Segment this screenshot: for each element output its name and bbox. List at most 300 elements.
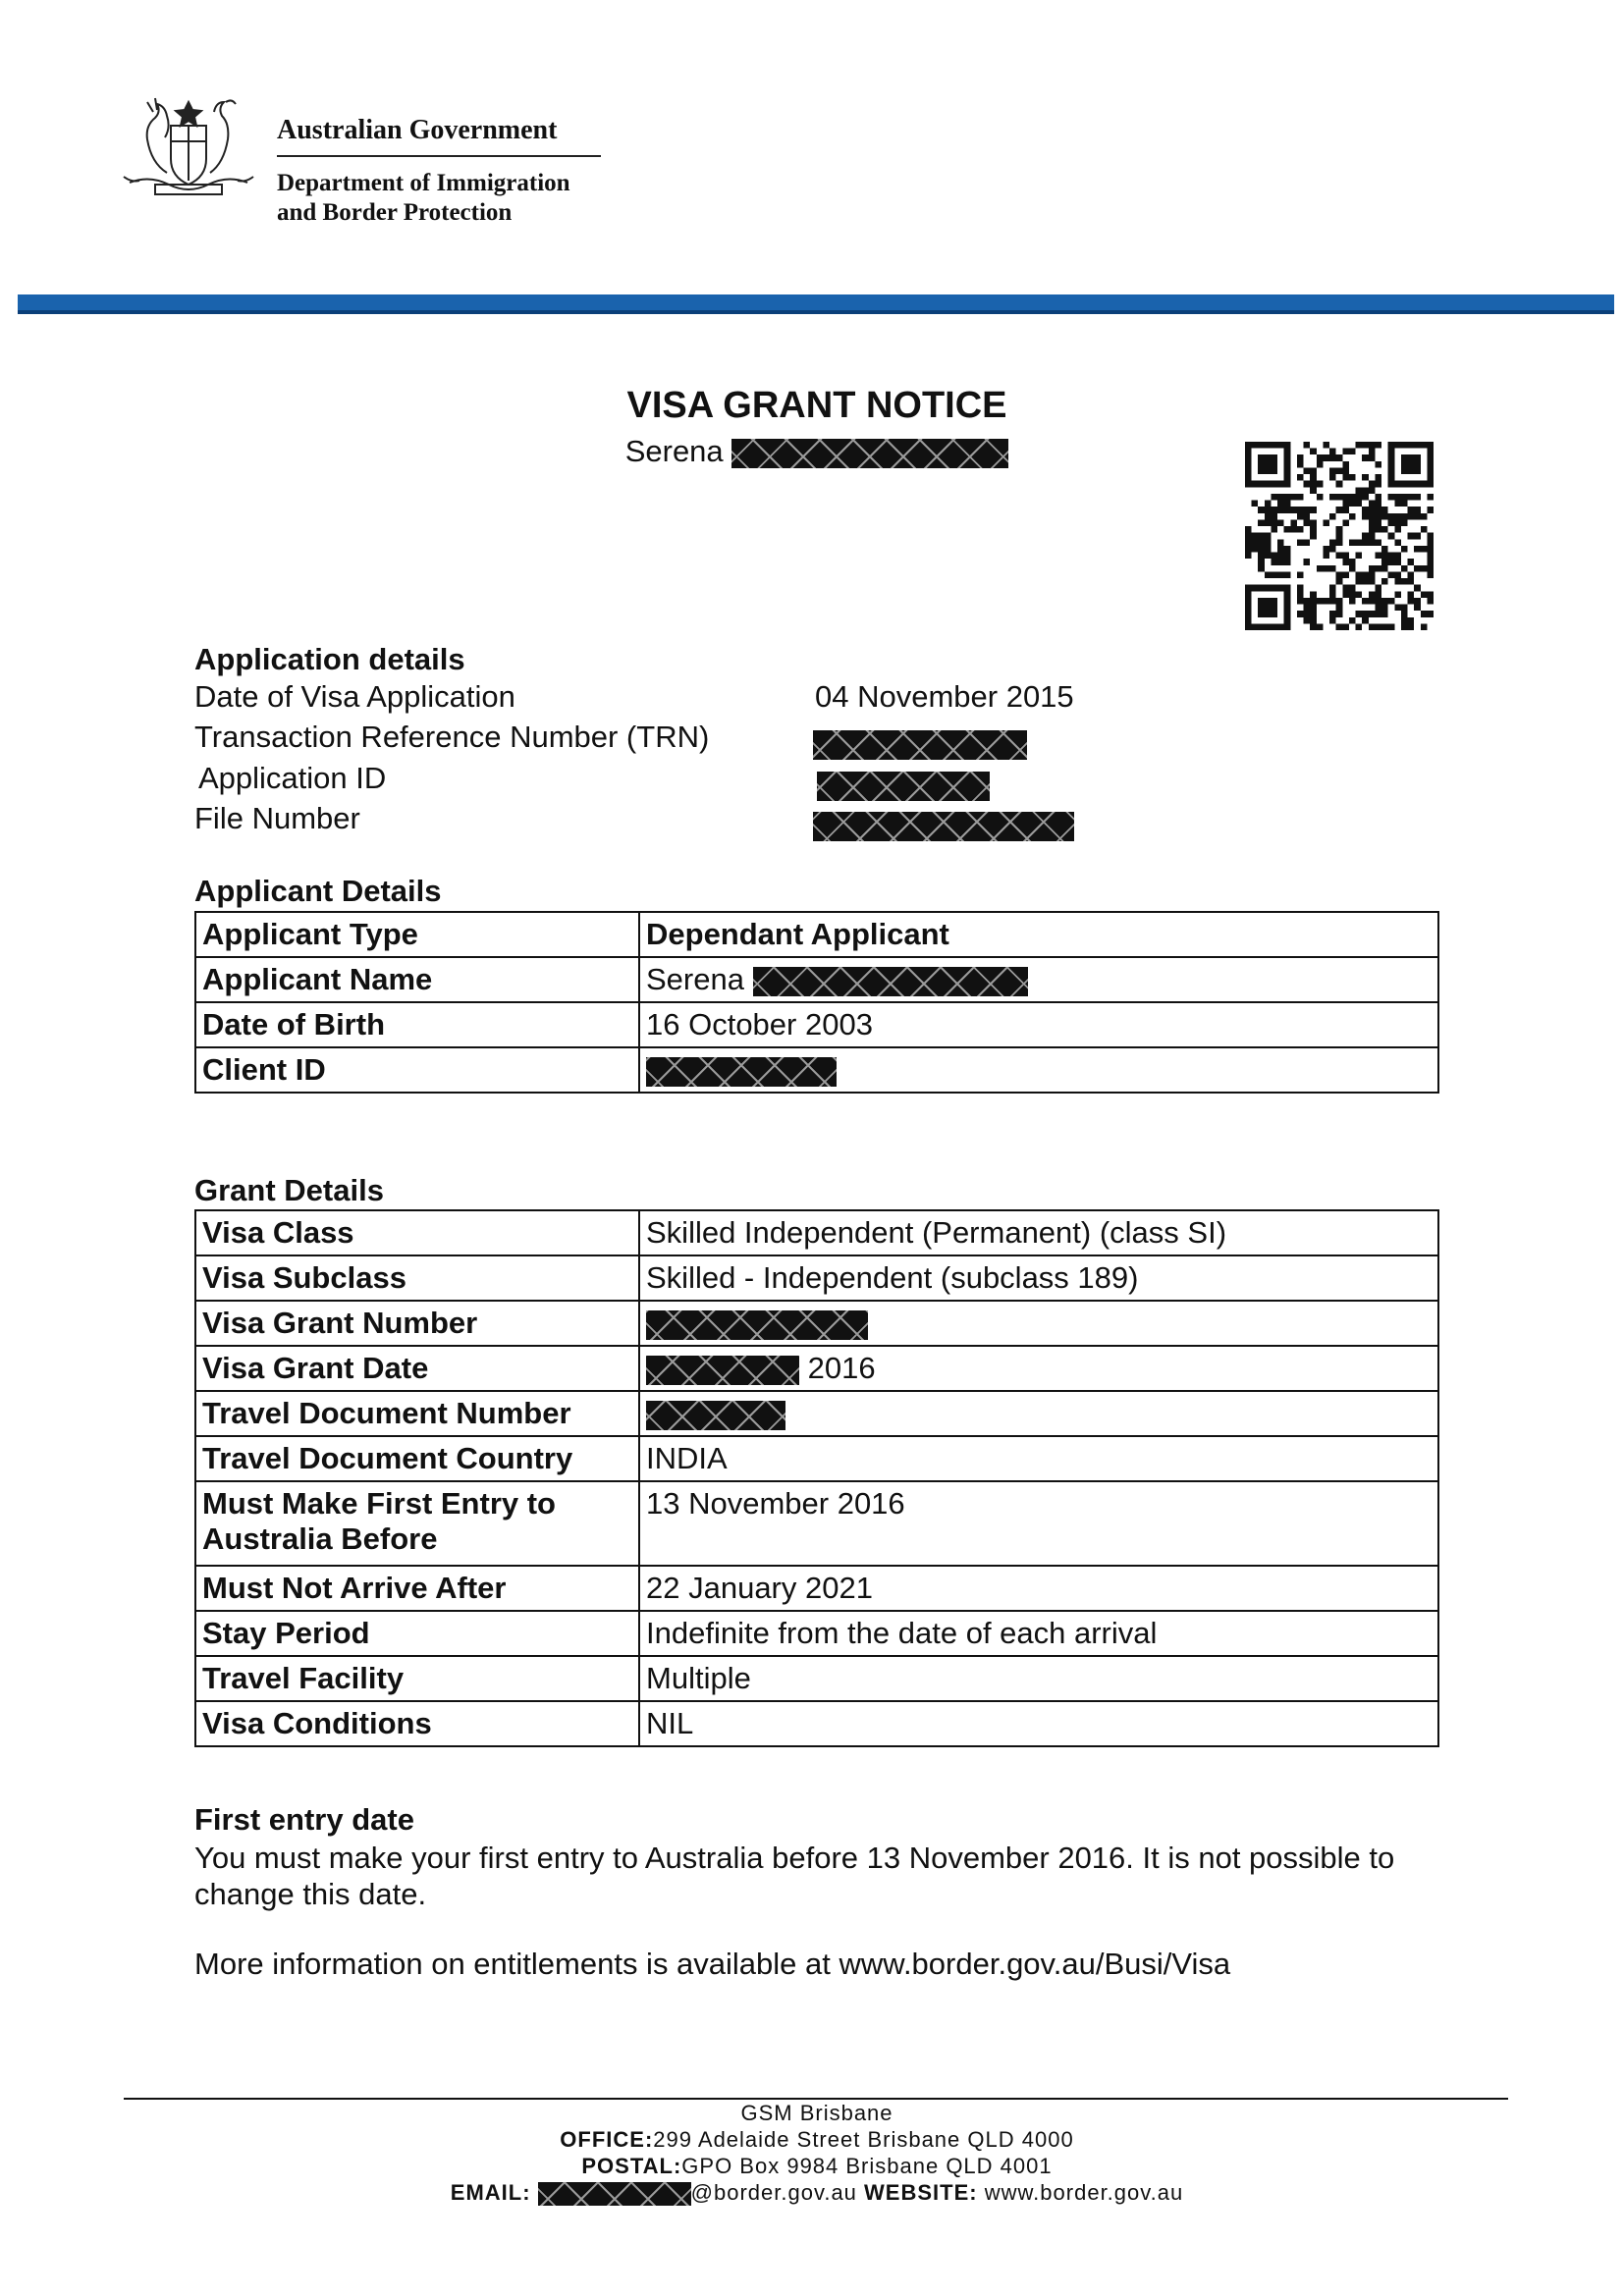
redacted-client-id — [646, 1057, 837, 1087]
application-details-heading: Application details — [194, 642, 465, 676]
qr-module — [1258, 553, 1265, 560]
qr-module — [1252, 585, 1259, 592]
qr-module — [1349, 539, 1356, 546]
footer-office-line — [0, 2126, 1624, 2153]
qr-module — [1245, 598, 1252, 605]
application-row-file — [194, 801, 1471, 840]
qr-module — [1245, 481, 1252, 488]
table-row — [195, 1481, 1438, 1566]
qr-module — [1336, 454, 1343, 461]
qr-module — [1297, 474, 1304, 481]
qr-module — [1310, 507, 1317, 513]
qr-module — [1375, 481, 1381, 488]
table-row — [195, 912, 1438, 957]
qr-module — [1414, 585, 1421, 592]
qr-module — [1414, 533, 1421, 540]
qr-module — [1310, 591, 1317, 598]
qr-module — [1421, 611, 1428, 617]
qr-module — [1401, 611, 1408, 617]
qr-module — [1362, 617, 1369, 624]
qr-module — [1265, 598, 1272, 605]
qr-module — [1421, 526, 1428, 533]
qr-module — [1271, 559, 1277, 565]
travel-document-country-label: Travel Document Country — [195, 1436, 639, 1481]
government-branding — [277, 114, 601, 228]
qr-module — [1369, 513, 1376, 520]
qr-module — [1284, 501, 1291, 507]
qr-module — [1369, 481, 1376, 488]
visa-class-label: Visa Class — [195, 1210, 639, 1255]
redacted-surname — [753, 967, 1028, 996]
qr-module — [1427, 507, 1434, 513]
applicant-name-value: Serena — [646, 962, 744, 996]
qr-module — [1369, 507, 1376, 513]
qr-module — [1362, 539, 1369, 546]
qr-module — [1265, 442, 1272, 449]
qr-module — [1362, 571, 1369, 578]
qr-module — [1271, 611, 1277, 617]
qr-module — [1394, 513, 1401, 520]
qr-module — [1349, 449, 1356, 455]
qr-module — [1408, 578, 1415, 585]
qr-module — [1427, 467, 1434, 474]
qr-module — [1258, 605, 1265, 612]
qr-module — [1356, 539, 1363, 546]
qr-module — [1284, 507, 1291, 513]
qr-module — [1408, 461, 1415, 468]
qr-module — [1356, 611, 1363, 617]
qr-module — [1290, 519, 1297, 526]
qr-module — [1342, 467, 1349, 474]
qr-module — [1329, 546, 1336, 553]
qr-module — [1401, 546, 1408, 553]
qr-module — [1394, 559, 1401, 565]
qr-module — [1304, 507, 1311, 513]
qr-module — [1408, 559, 1415, 565]
qr-module — [1336, 526, 1343, 533]
travel-document-country-value: INDIA — [639, 1436, 1438, 1481]
qr-module — [1258, 467, 1265, 474]
qr-module — [1284, 481, 1291, 488]
qr-module — [1394, 591, 1401, 598]
table-row — [195, 1346, 1438, 1391]
qr-module — [1408, 507, 1415, 513]
qr-module — [1388, 449, 1395, 455]
table-row — [195, 1391, 1438, 1436]
government-name: Australian Government — [277, 114, 601, 157]
qr-module — [1369, 565, 1376, 572]
qr-code-icon — [1245, 442, 1434, 630]
footer-postal-address: GPO Box 9984 Brisbane QLD 4001 — [681, 2154, 1053, 2178]
qr-module — [1336, 494, 1343, 501]
qr-module — [1369, 539, 1376, 546]
qr-module — [1414, 461, 1421, 468]
qr-module — [1381, 598, 1388, 605]
qr-module — [1277, 481, 1284, 488]
qr-module — [1258, 559, 1265, 565]
applicant-name-cell — [639, 957, 1438, 1002]
applicant-type-label: Applicant Type — [195, 912, 639, 957]
qr-module — [1310, 467, 1317, 474]
qr-module — [1284, 553, 1291, 560]
qr-module — [1258, 565, 1265, 572]
more-info-text: More information on entitlements is available at www.border.gov.au/Busi/Visa — [194, 1947, 1231, 1981]
qr-module — [1342, 507, 1349, 513]
qr-module — [1271, 598, 1277, 605]
qr-module — [1381, 605, 1388, 612]
qr-module — [1349, 598, 1356, 605]
table-row — [195, 1301, 1438, 1346]
qr-module — [1381, 507, 1388, 513]
qr-module — [1356, 494, 1363, 501]
qr-module — [1258, 546, 1265, 553]
qr-module — [1284, 623, 1291, 630]
qr-module — [1297, 571, 1304, 578]
qr-module — [1349, 565, 1356, 572]
qr-module — [1414, 494, 1421, 501]
qr-module — [1408, 617, 1415, 624]
qr-module — [1277, 571, 1284, 578]
qr-module — [1414, 546, 1421, 553]
qr-module — [1245, 454, 1252, 461]
qr-module — [1408, 533, 1415, 540]
qr-module — [1271, 553, 1277, 560]
qr-module — [1271, 461, 1277, 468]
stay-period-value: Indefinite from the date of each arrival — [639, 1611, 1438, 1656]
application-row-trn — [194, 720, 1471, 759]
qr-module — [1252, 533, 1259, 540]
qr-module — [1408, 598, 1415, 605]
qr-module — [1388, 571, 1395, 578]
qr-module — [1297, 513, 1304, 520]
qr-module — [1329, 598, 1336, 605]
footer-office-label: OFFICE: — [560, 2127, 654, 2152]
qr-module — [1342, 623, 1349, 630]
qr-module — [1388, 481, 1395, 488]
qr-module — [1349, 513, 1356, 520]
must-not-arrive-after-value: 22 January 2021 — [639, 1566, 1438, 1611]
qr-module — [1342, 553, 1349, 560]
client-id-cell — [639, 1047, 1438, 1093]
footer-office-address: 299 Adelaide Street Brisbane QLD 4000 — [653, 2127, 1074, 2152]
travel-facility-value: Multiple — [639, 1656, 1438, 1701]
qr-module — [1381, 611, 1388, 617]
qr-module — [1304, 598, 1311, 605]
qr-module — [1369, 611, 1376, 617]
qr-module — [1381, 513, 1388, 520]
qr-module — [1421, 546, 1428, 553]
qr-module — [1245, 605, 1252, 612]
qr-module — [1284, 474, 1291, 481]
qr-module — [1369, 578, 1376, 585]
qr-module — [1310, 623, 1317, 630]
qr-module — [1394, 501, 1401, 507]
qr-module — [1265, 623, 1272, 630]
qr-module — [1310, 481, 1317, 488]
qr-module — [1362, 474, 1369, 481]
qr-module — [1369, 591, 1376, 598]
qr-module — [1427, 539, 1434, 546]
visa-conditions-value: NIL — [639, 1701, 1438, 1746]
qr-module — [1375, 623, 1381, 630]
travel-facility-label: Travel Facility — [195, 1656, 639, 1701]
qr-module — [1388, 553, 1395, 560]
qr-module — [1375, 519, 1381, 526]
qr-module — [1265, 513, 1272, 520]
qr-module — [1271, 454, 1277, 461]
footer-website-link[interactable]: www.border.gov.au — [984, 2180, 1184, 2205]
qr-module — [1304, 617, 1311, 624]
qr-module — [1362, 578, 1369, 585]
qr-module — [1323, 565, 1329, 572]
qr-module — [1258, 623, 1265, 630]
application-row-date — [194, 679, 1471, 719]
qr-module — [1284, 571, 1291, 578]
qr-module — [1375, 474, 1381, 481]
qr-module — [1394, 481, 1401, 488]
qr-module — [1297, 611, 1304, 617]
qr-module — [1304, 513, 1311, 520]
qr-module — [1381, 553, 1388, 560]
qr-module — [1284, 442, 1291, 449]
qr-module — [1414, 507, 1421, 513]
qr-module — [1277, 507, 1284, 513]
qr-module — [1245, 539, 1252, 546]
qr-module — [1317, 623, 1324, 630]
redacted-application-id — [817, 772, 990, 801]
qr-module — [1284, 494, 1291, 501]
qr-module — [1388, 513, 1395, 520]
qr-module — [1284, 546, 1291, 553]
application-label: Application ID — [198, 761, 387, 795]
qr-module — [1265, 507, 1272, 513]
qr-module — [1394, 519, 1401, 526]
qr-module — [1375, 507, 1381, 513]
qr-module — [1427, 571, 1434, 578]
qr-module — [1245, 467, 1252, 474]
qr-module — [1265, 519, 1272, 526]
qr-module — [1310, 611, 1317, 617]
qr-module — [1252, 546, 1259, 553]
qr-module — [1401, 578, 1408, 585]
qr-module — [1394, 578, 1401, 585]
qr-module — [1375, 494, 1381, 501]
qr-module — [1310, 598, 1317, 605]
application-label: File Number — [194, 801, 360, 835]
table-row — [195, 1210, 1438, 1255]
qr-module — [1245, 623, 1252, 630]
qr-module — [1310, 474, 1317, 481]
grant-details-table — [194, 1209, 1439, 1747]
qr-module — [1258, 539, 1265, 546]
qr-module — [1284, 611, 1291, 617]
qr-module — [1394, 526, 1401, 533]
qr-module — [1427, 454, 1434, 461]
visa-grant-number-label: Visa Grant Number — [195, 1301, 639, 1346]
qr-module — [1329, 539, 1336, 546]
qr-module — [1349, 474, 1356, 481]
qr-module — [1401, 605, 1408, 612]
qr-module — [1375, 513, 1381, 520]
qr-module — [1329, 513, 1336, 520]
qr-module — [1401, 442, 1408, 449]
qr-module — [1304, 481, 1311, 488]
qr-module — [1394, 442, 1401, 449]
qr-module — [1284, 591, 1291, 598]
qr-module — [1394, 553, 1401, 560]
qr-module — [1362, 507, 1369, 513]
qr-module — [1349, 494, 1356, 501]
qr-module — [1427, 461, 1434, 468]
qr-module — [1304, 559, 1311, 565]
redacted-grant-day-month — [646, 1356, 799, 1385]
table-row — [195, 1611, 1438, 1656]
first-entry-before-label: Must Make First Entry to Australia Before — [195, 1481, 639, 1566]
qr-module — [1421, 481, 1428, 488]
qr-module — [1421, 623, 1428, 630]
qr-module — [1323, 519, 1329, 526]
table-row — [195, 1656, 1438, 1701]
footer-postal-label: POSTAL: — [581, 2154, 682, 2178]
qr-module — [1258, 442, 1265, 449]
qr-module — [1408, 591, 1415, 598]
qr-module — [1427, 474, 1434, 481]
qr-module — [1342, 461, 1349, 468]
qr-module — [1277, 501, 1284, 507]
redacted-grant-number — [646, 1310, 868, 1340]
qr-module — [1329, 591, 1336, 598]
qr-module — [1284, 559, 1291, 565]
qr-module — [1414, 598, 1421, 605]
footer-contact-line — [0, 2179, 1624, 2206]
qr-module — [1414, 481, 1421, 488]
qr-module — [1369, 533, 1376, 540]
qr-module — [1362, 487, 1369, 494]
qr-module — [1342, 591, 1349, 598]
qr-module — [1414, 467, 1421, 474]
visa-conditions-label: Visa Conditions — [195, 1701, 639, 1746]
qr-module — [1356, 591, 1363, 598]
qr-module — [1297, 461, 1304, 468]
qr-module — [1349, 501, 1356, 507]
qr-module — [1427, 565, 1434, 572]
qr-module — [1342, 501, 1349, 507]
qr-module — [1421, 442, 1428, 449]
redacted-surname — [731, 439, 1008, 468]
qr-module — [1381, 546, 1388, 553]
qr-module — [1323, 598, 1329, 605]
qr-module — [1369, 501, 1376, 507]
table-row — [195, 1002, 1438, 1047]
first-entry-before-value: 13 November 2016 — [639, 1481, 1438, 1566]
qr-module — [1310, 617, 1317, 624]
applicant-details-table — [194, 911, 1439, 1094]
qr-module — [1369, 487, 1376, 494]
qr-module — [1401, 481, 1408, 488]
qr-module — [1414, 565, 1421, 572]
qr-module — [1336, 605, 1343, 612]
qr-module — [1394, 539, 1401, 546]
qr-module — [1336, 533, 1343, 540]
applicant-name-label: Applicant Name — [195, 957, 639, 1002]
qr-module — [1342, 494, 1349, 501]
application-row-id — [194, 761, 1471, 800]
qr-module — [1388, 474, 1395, 481]
qr-module — [1245, 546, 1252, 553]
qr-module — [1408, 571, 1415, 578]
qr-module — [1336, 507, 1343, 513]
qr-module — [1310, 533, 1317, 540]
qr-module — [1349, 559, 1356, 565]
qr-module — [1265, 481, 1272, 488]
qr-module — [1427, 611, 1434, 617]
qr-module — [1375, 598, 1381, 605]
coat-of-arms-icon — [110, 82, 267, 200]
qr-module — [1310, 605, 1317, 612]
qr-module — [1265, 461, 1272, 468]
qr-module — [1342, 571, 1349, 578]
footer-office-name: GSM Brisbane — [740, 2101, 893, 2125]
header-rule-shadow — [18, 310, 1614, 314]
qr-module — [1252, 539, 1259, 546]
qr-module — [1427, 553, 1434, 560]
qr-module — [1277, 546, 1284, 553]
qr-module — [1277, 623, 1284, 630]
qr-module — [1245, 526, 1252, 533]
qr-module — [1323, 454, 1329, 461]
qr-module — [1277, 585, 1284, 592]
qr-module — [1297, 591, 1304, 598]
department-name-line2: and Border Protection — [277, 199, 513, 226]
qr-module — [1388, 519, 1395, 526]
table-row — [195, 1047, 1438, 1093]
qr-module — [1427, 591, 1434, 598]
qr-module — [1421, 591, 1428, 598]
qr-module — [1304, 605, 1311, 612]
qr-module — [1317, 461, 1324, 468]
qr-module — [1401, 519, 1408, 526]
redacted-file-number — [813, 812, 1074, 841]
qr-module — [1271, 526, 1277, 533]
qr-module — [1427, 533, 1434, 540]
qr-module — [1375, 526, 1381, 533]
applicant-type-value: Dependant Applicant — [639, 912, 1438, 957]
qr-module — [1329, 449, 1336, 455]
footer-email-label: EMAIL: — [450, 2180, 531, 2205]
qr-module — [1271, 571, 1277, 578]
qr-module — [1329, 585, 1336, 592]
qr-module — [1362, 513, 1369, 520]
qr-module — [1245, 585, 1252, 592]
qr-module — [1252, 623, 1259, 630]
stay-period-label: Stay Period — [195, 1611, 639, 1656]
qr-module — [1304, 539, 1311, 546]
qr-module — [1388, 598, 1395, 605]
qr-module — [1329, 611, 1336, 617]
qr-module — [1336, 481, 1343, 488]
qr-module — [1356, 578, 1363, 585]
qr-module — [1336, 611, 1343, 617]
visa-class-value: Skilled Independent (Permanent) (class SI) — [639, 1210, 1438, 1255]
qr-module — [1297, 494, 1304, 501]
qr-module — [1349, 617, 1356, 624]
page-title: VISA GRANT NOTICE — [626, 385, 1007, 426]
qr-module — [1271, 507, 1277, 513]
must-not-arrive-after-label: Must Not Arrive After — [195, 1566, 639, 1611]
visa-grant-year: 2016 — [807, 1351, 876, 1385]
qr-module — [1388, 494, 1395, 501]
qr-module — [1381, 565, 1388, 572]
